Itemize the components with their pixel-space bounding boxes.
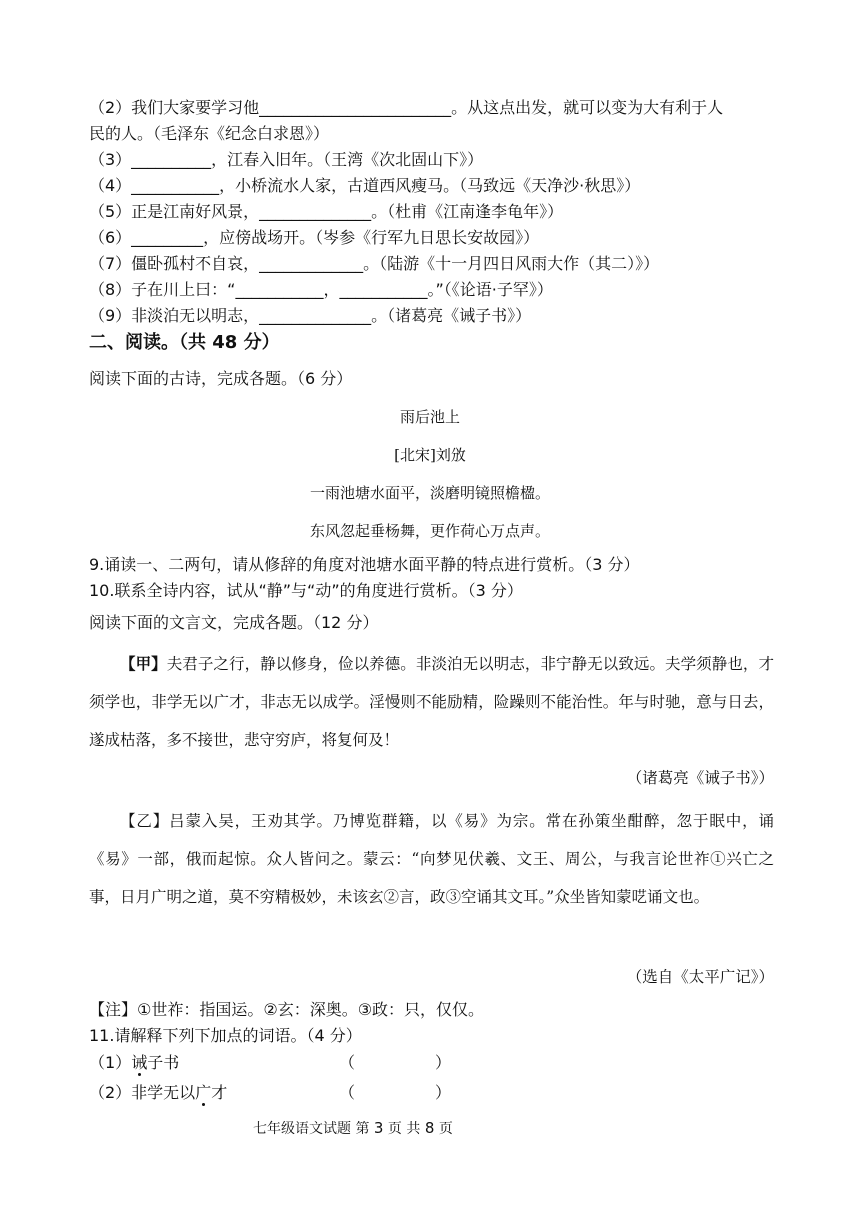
footer-page-suffix: 页: [438, 1121, 453, 1137]
passage-text: 夫君子之行，静以修身，俭以养德。非淡泊无以明志，非宁静无以致远。夫学须静也，才须学也，非学无以广才，非志无以成学。淫慢则不能励精，险躁则不能治性。年与时驰，意与日去，遂成枯落，多不接世，悲守穷庐，将复何及！: [89, 655, 774, 749]
question-9: 9.诵读一、二两句，请从修辞的角度对池塘水面平静的特点进行赏析。（3 分）: [89, 555, 640, 574]
question-11: 11.请解释下列下加点的词语。（4 分）: [89, 1026, 362, 1045]
poem-intro: 阅读下面的古诗，完成各题。（6 分）: [89, 369, 353, 388]
poem-line: 东风忽起垂杨舞，更作荷心万点声。: [309, 522, 550, 540]
section-title: 二、阅读。（共 48 分）: [89, 332, 280, 353]
passage-label: 【甲】: [120, 654, 167, 673]
dotted-word: 广: [195, 1083, 212, 1102]
question-line: 民的人。（毛泽东《纪念白求恩》）: [89, 124, 330, 143]
item-prefix: （2）非学无以: [89, 1083, 196, 1102]
poem-line: 一雨池塘水面平，淡磨明镜照檐楹。: [309, 484, 550, 502]
question-11-item: [89, 1052, 179, 1074]
question-line: （5）正是江南好风景，______________。（杜甫《江南逢李龟年》）: [89, 202, 564, 221]
passage-source: （选自《太平广记》）: [626, 968, 774, 986]
passage-jia: [89, 645, 774, 759]
item-rest: 才: [211, 1083, 228, 1102]
item-prefix: （1）: [89, 1053, 132, 1072]
passage-yi: [89, 802, 774, 916]
page-footer: [253, 1118, 453, 1139]
footer-page-mid: 页 共: [387, 1121, 421, 1137]
passage-label: 【乙】: [120, 812, 170, 830]
question-line: （2）我们大家要学习他________________________。从这点出发，就可以变为大有利于人: [89, 98, 724, 117]
question-line: （7）僵卧孤村不自哀，_____________。（陆游《十一月四日风雨大作（其二）》）: [89, 254, 660, 273]
answer-blank[interactable]: （ ）: [339, 1053, 452, 1072]
page-number: 3: [373, 1119, 384, 1137]
question-10: 10.联系全诗内容，试从“静”与“动”的角度进行赏析。（3 分）: [89, 581, 523, 600]
question-line: （8）子在川上曰：“___________，___________。”（《论语·子罕》）: [89, 280, 553, 299]
classical-intro: 阅读下面的文言文，完成各题。（12 分）: [89, 613, 379, 632]
question-line: （3）__________，江春入旧年。（王湾《次北固山下》）: [89, 150, 484, 169]
question-11-item: [89, 1082, 227, 1104]
poem-author: [北宋]刘攽: [394, 446, 466, 464]
item-rest: 子书: [147, 1053, 180, 1072]
question-line: （6）_________，应傍战场开。（岑参《行军九日思长安故园》）: [89, 228, 540, 247]
footer-label: 七年级语文试题: [253, 1121, 351, 1137]
question-line: （4）___________，小桥流水人家，古道西风瘦马。（马致远《天净沙·秋思》）: [89, 176, 641, 195]
passage-source: （诸葛亮《诫子书》）: [626, 769, 774, 787]
question-line: （9）非淡泊无以明志，______________。（诸葛亮《诫子书》）: [89, 306, 532, 325]
answer-blank[interactable]: （ ）: [339, 1083, 452, 1102]
annotation-note: 【注】①世祚：指国运。②玄：深奥。③政：只，仅仅。: [89, 1000, 485, 1019]
dotted-word: 诫: [131, 1053, 148, 1072]
page-total: 8: [424, 1119, 435, 1137]
poem-title: 雨后池上: [399, 408, 460, 426]
passage-text: 吕蒙入吴，王劝其学。乃博览群籍，以《易》为宗。常在孙策坐酣醉，忽于眠中，诵《易》一部，俄而起惊。众人皆问之。蒙云：“向梦见伏羲、文王、周公，与我言论世祚①兴亡之事，日月广明之道，莫不穷精极妙，未该玄②言，政③空诵其文耳。”众坐皆知蒙呓诵文也。: [89, 812, 774, 906]
footer-page-prefix: 第: [355, 1121, 370, 1137]
